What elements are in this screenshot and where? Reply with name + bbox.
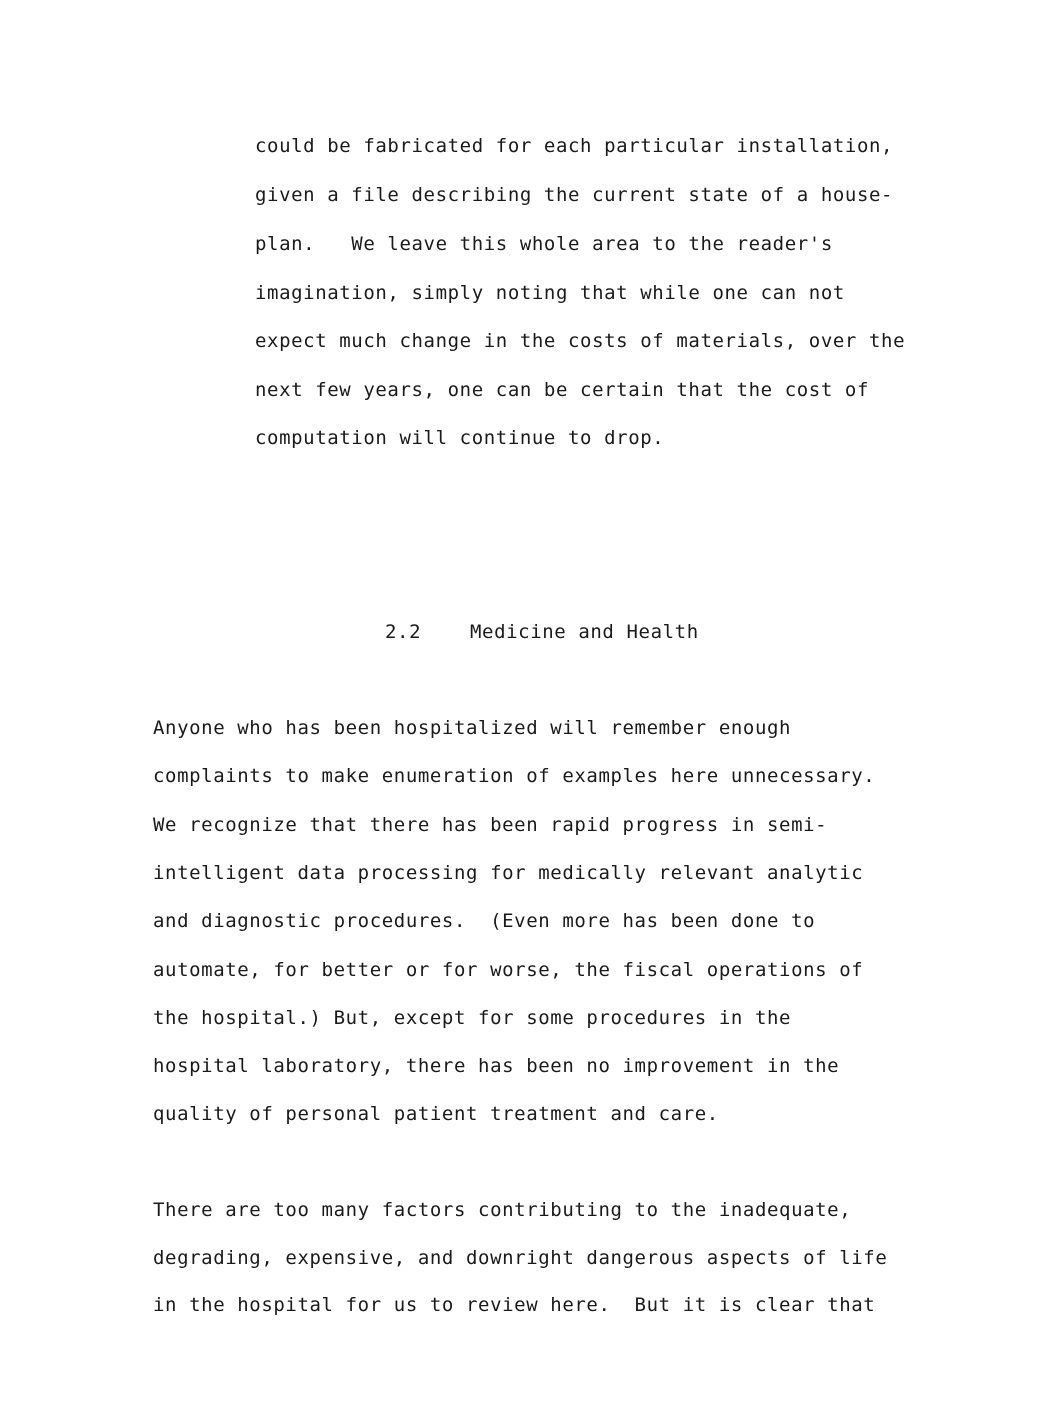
text-line: next few years, one can be certain that the cost of (255, 379, 869, 401)
text-line: expect much change in the costs of materials, over the (255, 330, 906, 352)
text-line: degrading, expensive, and downright dangerous aspects of life (153, 1247, 888, 1269)
text-line: complaints to make enumeration of examples here unnecessary. (153, 765, 876, 787)
text-line: intelligent data processing for medically relevant analytic (153, 862, 864, 884)
section-number: 2.2 (385, 621, 422, 643)
section-title: Medicine and Health (470, 621, 699, 643)
text-line: We recognize that there has been rapid progress in semi- (153, 814, 828, 836)
text-line: quality of personal patient treatment and care. (153, 1103, 719, 1125)
text-line: imagination, simply noting that while one can not (255, 282, 845, 304)
text-line: automate, for better or for worse, the fiscal operations of (153, 959, 864, 981)
text-line: computation will continue to drop. (255, 427, 665, 449)
text-line: There are too many factors contributing to the inadequate, (153, 1199, 852, 1221)
text-line: could be fabricated for each particular installation, (255, 135, 894, 157)
text-line: in the hospital for us to review here. But it is clear that (153, 1294, 876, 1316)
text-line: the hospital.) But, except for some procedures in the (153, 1007, 792, 1029)
text-line: and diagnostic procedures. (Even more has been done to (153, 910, 816, 932)
text-line: given a file describing the current state of a house- (255, 184, 894, 206)
text-line: hospital laboratory, there has been no improvement in the (153, 1055, 840, 1077)
text-line: plan. We leave this whole area to the reader's (255, 233, 833, 255)
text-line: Anyone who has been hospitalized will remember enough (153, 717, 792, 739)
